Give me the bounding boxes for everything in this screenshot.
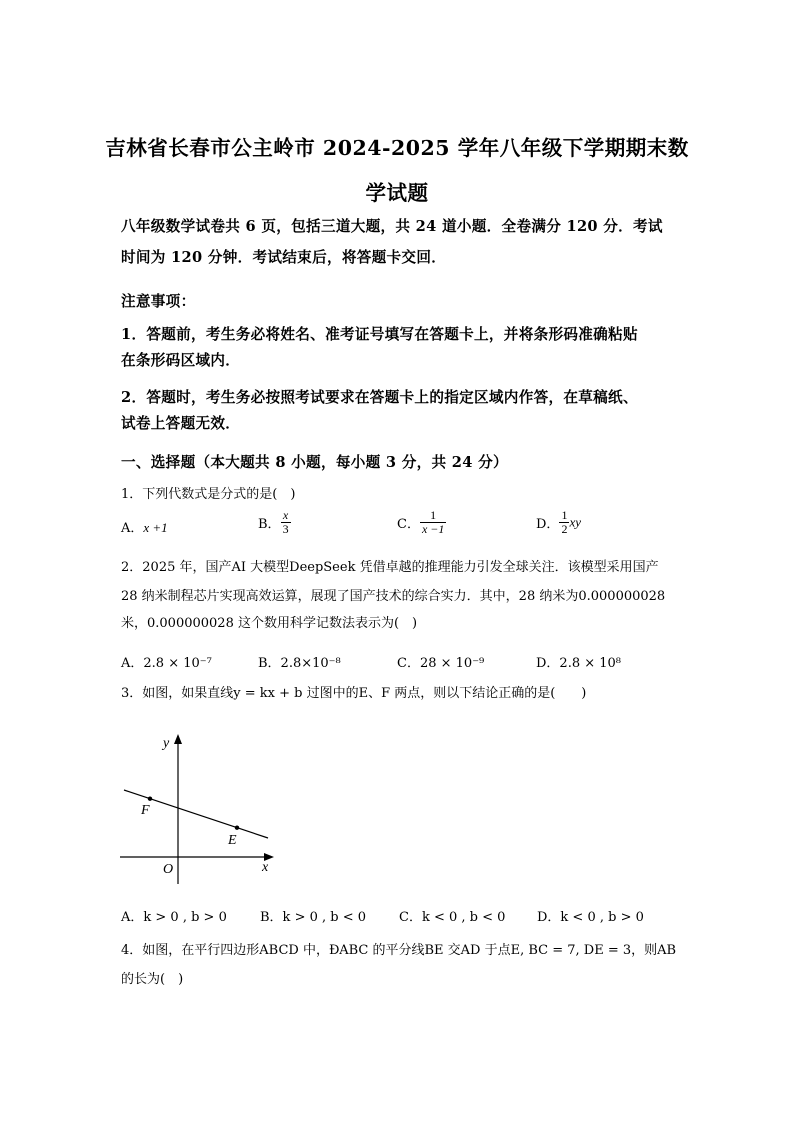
q2-option-b: B．2.8×10⁻⁸ [258,656,341,671]
q1-option-b [258,509,291,536]
intro-line1: 八年级数学试卷共 6 页，包括三道大题，共 24 道小题．全卷满分 120 分．考试 [121,218,663,235]
y-axis-arrow-icon [174,734,182,744]
q3-option-b: B．k > 0 , b < 0 [260,910,367,925]
q1-option-d-label: D． [536,517,560,532]
point-e [235,826,239,830]
q2-option-c: C．28 × 10⁻⁹ [397,656,485,671]
page-title-line2: 学试题 [365,181,429,205]
note1-line1: 1．答题前，考生务必将姓名、准考证号填写在答题卡上，并将条形码准确粘贴 [121,326,638,343]
q1-option-c-den: x −1 [421,522,445,536]
q2-line2: 28 纳米制程芯片实现高效运算，展现了国产技术的综合实力．其中，28 纳米为0.000000028 [121,589,666,604]
q3-option-c: C．k < 0 , b < 0 [399,910,506,925]
q3-option-a: A．k > 0 , b > 0 [121,910,227,925]
origin-label: O [163,862,174,877]
q1-option-d-den: 2 [561,522,568,536]
x-axis-label: x [262,860,269,875]
q1-option-b-label: B． [258,517,281,532]
q1-option-c-fraction [420,509,446,536]
q1-option-b-fraction [281,509,291,536]
point-e-label: E [228,833,237,848]
note2-line1: 2．答题时，考生务必按照考试要求在答题卡上的指定区域内作答，在草稿纸、 [121,389,638,406]
q1-option-c-label: C． [397,517,420,532]
q3-stem: 3．如图，如果直线y = kx + b 过图中的E、F 两点，则以下结论正确的是( ) [121,686,587,701]
y-axis-label: y [163,736,170,751]
q1-option-c-num: 1 [420,509,446,523]
q1-option-d [536,509,581,536]
q1-option-d-num: 1 [561,508,568,522]
intro-line2: 时间为 120 分钟．考试结束后，将答题卡交回． [121,249,447,266]
q2-line1: 2．2025 年，国产AI 大模型DeepSeek 凭借卓越的推理能力引发全球关注．该模型采用国产 [121,560,659,575]
section1-heading: 一、选择题（本大题共 8 小题，每小题 3 分，共 24 分） [121,454,508,471]
note2-line2: 试卷上答题无效． [121,415,241,432]
page-title-line1: 吉林省长春市公主岭市 2024-2025 学年八年级下学期期末数 [105,136,689,160]
q3-option-d: D．k < 0 , b > 0 [537,910,644,925]
q3-figure [110,730,290,890]
point-f [148,797,152,801]
note1-line2: 在条形码区域内． [121,352,241,369]
q2-option-a: A．2.8 × 10⁻⁷ [121,656,212,671]
notes-heading: 注意事项： [121,293,196,310]
q1-option-b-den: 3 [282,522,289,536]
q1-option-a-label: A． [121,521,144,536]
q1-option-a-expr: x +1 [143,520,168,535]
q1-option-d-fraction [559,509,569,536]
q1-option-a [121,517,168,536]
q1-option-d-tail: xy [569,514,581,530]
q4-line1: 4．如图，在平行四边形ABCD 中，ÐABC 的平分线BE 交AD 于点E, BC = 7, DE = 3，则AB [121,943,677,958]
q1-option-b-num: x [281,509,291,523]
point-f-label: F [141,803,150,818]
q2-option-d: D．2.8 × 10⁸ [536,656,622,671]
q1-option-c [397,509,446,536]
q2-line3: 米，0.000000028 这个数用科学记数法表示为( ) [121,616,418,631]
q1-stem: 1．下列代数式是分式的是( ) [121,487,296,502]
q4-line2: 的长为( ) [121,972,184,987]
